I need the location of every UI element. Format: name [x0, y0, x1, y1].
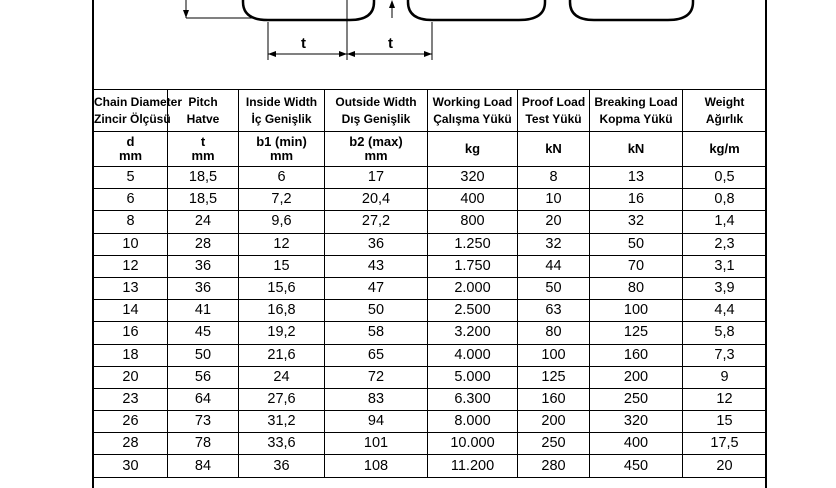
table-cell: 4.000: [428, 344, 518, 366]
table-cell: 10.000: [428, 433, 518, 455]
column-symbol: t: [200, 134, 206, 149]
table-row: [94, 277, 767, 299]
column-title-en: Weight: [704, 94, 745, 109]
table-cell: 20: [518, 211, 590, 233]
table-cell: 280: [518, 455, 590, 477]
table-cell: 100: [518, 344, 590, 366]
column-unit: [683, 132, 767, 167]
column-unit: [239, 132, 325, 167]
table-cell: 6: [239, 167, 325, 189]
chain-link-3: [570, 0, 693, 20]
table-cell: 7,2: [239, 189, 325, 211]
chain-dimension-diagram: [0, 0, 836, 90]
table-cell: 32: [518, 233, 590, 255]
column-title-en: Working Load: [432, 94, 513, 109]
table-cell: 45: [168, 322, 239, 344]
arrow-pitch2-left: [347, 51, 355, 57]
table-cell: 65: [325, 344, 428, 366]
table-cell: 50: [590, 233, 683, 255]
column-title: [683, 90, 767, 132]
column-title: [428, 90, 518, 132]
table-row: [94, 167, 767, 189]
table-row: [94, 366, 767, 388]
table-cell: 15: [683, 411, 767, 433]
table-cell: 9: [683, 366, 767, 388]
table-cell: 20: [94, 366, 168, 388]
column-unit: [428, 132, 518, 167]
table-cell: 23: [94, 388, 168, 410]
table-row: [94, 455, 767, 477]
table-cell: 7,3: [683, 344, 767, 366]
pitch-label-1: t: [301, 35, 306, 52]
table-row: [94, 233, 767, 255]
column-unit: [168, 132, 239, 167]
column-title-tr: Zincir Ölçüsü: [94, 111, 171, 126]
column-title: [239, 90, 325, 132]
table-row: [94, 344, 767, 366]
arrow-pitch2-right: [424, 51, 432, 57]
table-cell: 72: [325, 366, 428, 388]
table-cell: 5.000: [428, 366, 518, 388]
table-cell: 26: [94, 411, 168, 433]
pitch-label-2: t: [388, 35, 393, 52]
table-row: [94, 189, 767, 211]
table-cell: 320: [590, 411, 683, 433]
table-cell: 125: [518, 366, 590, 388]
column-symbol: kN: [627, 141, 645, 156]
table-cell: 20: [683, 455, 767, 477]
column-unit: [590, 132, 683, 167]
table-cell: 12: [239, 233, 325, 255]
column-symbol: kN: [545, 141, 562, 156]
table-cell: 16: [590, 189, 683, 211]
arrow-center-up: [389, 0, 395, 8]
column-title-tr: Test Yükü: [525, 111, 582, 126]
table-cell: 11.200: [428, 455, 518, 477]
table-cell: 12: [94, 255, 168, 277]
table-cell: 4,4: [683, 300, 767, 322]
table-cell: 0,5: [683, 167, 767, 189]
table-cell: 28: [168, 233, 239, 255]
table-cell: 6: [94, 189, 168, 211]
column-title-en: Outside Width: [335, 94, 417, 109]
table-cell: 5: [94, 167, 168, 189]
table-cell: 70: [590, 255, 683, 277]
table-cell: 450: [590, 455, 683, 477]
header-row-titles: [94, 90, 767, 132]
column-title-tr: İç Genişlik: [251, 111, 312, 126]
arrow-pitch1-left: [268, 51, 276, 57]
table-cell: 78: [168, 433, 239, 455]
table-cell: 50: [518, 277, 590, 299]
table-cell: 13: [94, 277, 168, 299]
table-cell: 44: [518, 255, 590, 277]
column-title-tr: Hatve: [186, 111, 220, 126]
table-cell: 30: [94, 455, 168, 477]
table-cell: 36: [239, 455, 325, 477]
arrow-left-down: [183, 10, 189, 18]
column-unit-label: mm: [191, 148, 215, 163]
chain-link-1: [243, 0, 374, 20]
table-cell: 36: [168, 277, 239, 299]
table-cell: 47: [325, 277, 428, 299]
column-title-tr: Dış Genişlik: [341, 111, 411, 126]
table-cell: 17,5: [683, 433, 767, 455]
column-title-en: Pitch: [188, 94, 218, 109]
table-cell: 2.500: [428, 300, 518, 322]
column-symbol: d: [126, 134, 135, 149]
table-cell: 28: [94, 433, 168, 455]
chain-specification-table: [93, 89, 767, 478]
table-cell: 200: [590, 366, 683, 388]
table-cell: 800: [428, 211, 518, 233]
table-cell: 94: [325, 411, 428, 433]
table-cell: 108: [325, 455, 428, 477]
table-cell: 250: [518, 433, 590, 455]
table-cell: 3,1: [683, 255, 767, 277]
table-cell: 8.000: [428, 411, 518, 433]
column-title-en: Breaking Load: [594, 94, 678, 109]
table-cell: 10: [94, 233, 168, 255]
column-title: [518, 90, 590, 132]
header-row-units: [94, 132, 767, 167]
table-cell: 80: [518, 322, 590, 344]
table-cell: 17: [325, 167, 428, 189]
table-cell: 15,6: [239, 277, 325, 299]
table-cell: 160: [590, 344, 683, 366]
table-cell: 8: [94, 211, 168, 233]
table-cell: 80: [590, 277, 683, 299]
table-cell: 400: [590, 433, 683, 455]
table-cell: 63: [518, 300, 590, 322]
table-cell: 24: [239, 366, 325, 388]
table-row: [94, 433, 767, 455]
column-symbol: kg/m: [709, 141, 740, 156]
table-cell: 36: [168, 255, 239, 277]
table-cell: 13: [590, 167, 683, 189]
table-cell: 18,5: [168, 189, 239, 211]
column-unit: [325, 132, 428, 167]
column-unit-label: mm: [118, 148, 143, 163]
arrow-pitch1-right: [339, 51, 347, 57]
table-cell: 10: [518, 189, 590, 211]
table-cell: 400: [428, 189, 518, 211]
column-title-tr: Çalışma Yükü: [433, 111, 512, 126]
table-cell: 16,8: [239, 300, 325, 322]
table-cell: 250: [590, 388, 683, 410]
table-cell: 73: [168, 411, 239, 433]
table-cell: 101: [325, 433, 428, 455]
table-cell: 31,2: [239, 411, 325, 433]
table-cell: 5,8: [683, 322, 767, 344]
column-title-en: Chain Diameter: [94, 94, 183, 109]
table-cell: 64: [168, 388, 239, 410]
table-cell: 2.000: [428, 277, 518, 299]
table-cell: 14: [94, 300, 168, 322]
table-row: [94, 411, 767, 433]
table-cell: 1.250: [428, 233, 518, 255]
table-cell: 27,6: [239, 388, 325, 410]
table-cell: 125: [590, 322, 683, 344]
table-cell: 15: [239, 255, 325, 277]
table-cell: 84: [168, 455, 239, 477]
table-cell: 0,8: [683, 189, 767, 211]
table-cell: 41: [168, 300, 239, 322]
table-row: [94, 322, 767, 344]
column-unit: [518, 132, 590, 167]
table-cell: 24: [168, 211, 239, 233]
table-cell: 16: [94, 322, 168, 344]
table-cell: 1.750: [428, 255, 518, 277]
table-cell: 320: [428, 167, 518, 189]
table-cell: 200: [518, 411, 590, 433]
table-cell: 36: [325, 233, 428, 255]
table-cell: 83: [325, 388, 428, 410]
table-cell: 50: [325, 300, 428, 322]
column-title-en: Proof Load: [521, 94, 586, 109]
column-title: [94, 90, 183, 132]
table-cell: 43: [325, 255, 428, 277]
table-cell: 32: [590, 211, 683, 233]
column-unit-label: mm: [364, 148, 388, 163]
table-cell: 20,4: [325, 189, 428, 211]
column-title: [590, 90, 683, 132]
table-row: [94, 211, 767, 233]
table-cell: 160: [518, 388, 590, 410]
table-cell: 21,6: [239, 344, 325, 366]
table-cell: 3.200: [428, 322, 518, 344]
table-cell: 50: [168, 344, 239, 366]
table-cell: 1,4: [683, 211, 767, 233]
column-title-tr: Kopma Yükü: [599, 111, 673, 126]
table-row: [94, 388, 767, 410]
table-cell: 8: [518, 167, 590, 189]
table-cell: 100: [590, 300, 683, 322]
column-title: [325, 90, 428, 132]
column-unit-label: mm: [269, 148, 294, 163]
table-cell: 12: [683, 388, 767, 410]
column-unit: [94, 132, 168, 167]
column-title-tr: Ağırlık: [705, 111, 744, 126]
table-cell: 18,5: [168, 167, 239, 189]
column-title-en: Inside Width: [245, 94, 318, 109]
table-cell: 2,3: [683, 233, 767, 255]
table-cell: 27,2: [325, 211, 428, 233]
table-row: [94, 300, 767, 322]
table-cell: 18: [94, 344, 168, 366]
table-cell: 33,6: [239, 433, 325, 455]
table-cell: 58: [325, 322, 428, 344]
table-cell: 6.300: [428, 388, 518, 410]
table-cell: 9,6: [239, 211, 325, 233]
table-cell: 19,2: [239, 322, 325, 344]
table-cell: 56: [168, 366, 239, 388]
chain-link-2: [408, 0, 545, 20]
column-symbol: b1 (min): [256, 134, 307, 149]
column-symbol: kg: [464, 141, 481, 156]
table-cell: 3,9: [683, 277, 767, 299]
table-row: [94, 255, 767, 277]
column-symbol: b2 (max): [349, 134, 403, 149]
